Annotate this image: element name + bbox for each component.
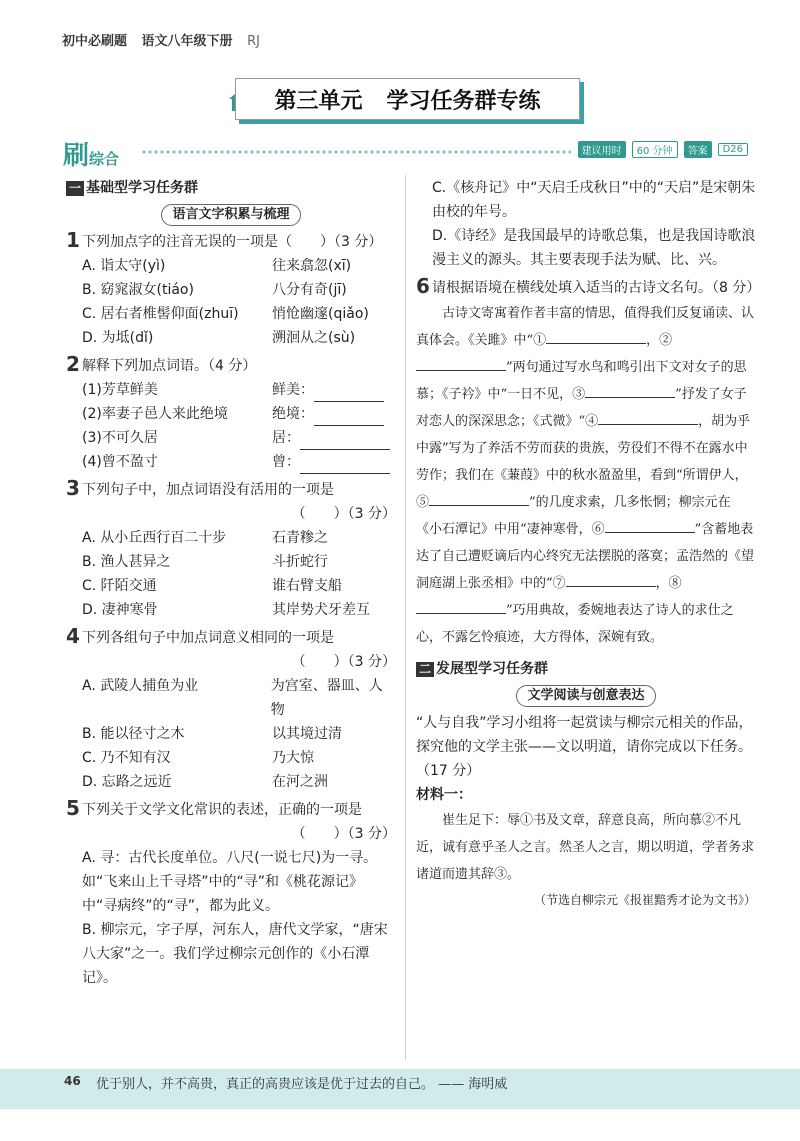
subject-name: 语文八年级下册 [141,34,233,49]
unit-number: 第三单元 [274,87,363,114]
q3-option-row: B. 渔人甚异之 斗折蛇行 [82,554,328,570]
q1-option-row: B. 窈窕淑女(tiáo) 八分有奇(jī) [82,282,347,298]
material-source: （节选自柳宗元《报崔黯秀才论为文书》） [533,893,756,907]
right-column [416,176,761,912]
footer-quote: 优于别人，并不高贵，真正的高贵应该是优于过去的自己。 —— 海明威 [96,1077,508,1092]
poem-blank-7[interactable] [566,586,656,587]
subsection-heading: 语言文字积累与梳理 [66,202,396,226]
unit-title [235,78,580,120]
page-footer [0,1069,800,1109]
time-label: 建议用时 [578,141,626,158]
q5-score: （ ）（3 分） [291,826,396,842]
answer-blank[interactable] [300,426,390,450]
q5-option-a: A. 寻：古代长度单位。八尺(一说七尺)为一寻。如“飞来山上千寻塔”中的“寻”和《桃花源记》中“寻病终”的“寻”，都为此义。 [82,850,378,914]
material-label: 材料一： [416,787,472,803]
poem-blank-1[interactable] [546,343,606,344]
task-intro: “人与自我”学习小组将一起赏读与柳宗元相关的作品，探究他的文学主张——文以明道，请你完成以下任务。（17 分） [416,715,753,779]
question-4: 4 下列各组句子中加点词意义相同的一项是 [66,624,334,648]
q3-option-row: C. 阡陌交通 谁右臂支船 [82,578,342,594]
answer-blank[interactable] [314,402,384,426]
answer-label: 答案 [684,141,712,158]
q1-option-row: C. 居右者椎髻仰面(zhuī) 悄怆幽邃(qiǎo) [82,306,369,322]
poem-blank-2[interactable] [416,370,506,371]
poem-blank-3[interactable] [585,397,675,398]
q2-item: (3)不可久居 居： [66,426,396,450]
q3-score: （ ）（3 分） [291,506,396,522]
q5-option-b: B. 柳宗元，字子厚，河东人，唐代文学家，“唐宋八大家”之一。我们学过柳宗元创作的《小石潭记》。 [82,922,388,986]
question-2: 2 解释下列加点词语。（4 分） [66,352,257,376]
material-text: 崔生足下：辱①书及文章，辞意良高，所向慕②不凡近，诚有意乎圣人之言。然圣人之言，期以明道，学者务求诸道而遗其辞③。 [416,813,755,882]
q1-option-row: D. 为坻(dǐ) 溯洄从之(sù) [82,330,356,346]
q4-option-row: D. 忘路之远近 在河之洲 [82,774,328,790]
question-1: 1 下列加点字的注音无误的一项是（ ）（3 分） [66,228,383,252]
q2-item: (2)率妻子邑人来此绝境 绝境： [66,402,396,426]
section-heading-development: 二 发展型学习任务群 [416,657,756,681]
time-badges [578,141,748,158]
poem-blank-5[interactable] [429,505,529,506]
page-number: 46 [64,1074,81,1088]
q4-score: （ ）（3 分） [291,654,396,670]
running-header [62,30,270,49]
q4-option-row: A. 武陵人捕鱼为业 为宫室、器皿、人物 [82,678,383,718]
poem-blank-6[interactable] [605,532,695,533]
section-banner [63,135,748,171]
question-6: 6 请根据语境在横线处填入适当的古诗文名句。（8 分） [416,274,761,298]
q4-option-row: B. 能以径寸之木 以其境过清 [82,726,342,742]
q4-option-row: C. 乃不知有汉 乃大惊 [82,750,314,766]
q3-option-row: A. 从小丘西行百二十步 石青糁之 [82,530,328,546]
time-value: 60 分钟 [632,141,678,158]
unit-name: 学习任务群专练 [386,87,541,114]
subsection-heading: 文学阅读与创意表达 [416,683,756,707]
q5-option-d: D.《诗经》是我国最早的诗歌总集，也是我国诗歌浪漫主义的源头。其主要表现手法为赋、比、兴。 [432,228,756,268]
brand-logo: 刷综合 [63,141,120,171]
q2-item: (4)曾不盈寸 曾： [66,450,396,474]
question-5: 5 下列关于文学文化常识的表述，正确的一项是 [66,796,362,820]
answer-blank[interactable] [300,450,390,474]
answer-blank[interactable] [314,378,384,402]
poem-blank-4[interactable] [598,424,698,425]
q5-option-c: C.《核舟记》中“天启壬戌秋日”中的“天启”是宋朝朱由校的年号。 [432,180,756,220]
q1-option-row: A. 诣太守(yì) 往来翕忽(xī) [82,258,352,274]
q6-passage: 古诗文寄寓着作者丰富的情思，值得我们反复诵读、认真体会。《关雎》中“① ，②”两句通过写水鸟和鸣引出下文对女子的思慕；《子衿》中“一日不见，③ ”抒发了女子对恋人的深深思念；《式微》“④ ，胡为乎中露”写为了养活不劳而获的贵族，劳役们不得不在露水中劳作；我们在《蒹葭》中的秋水盈盈里，看到“所谓伊人，⑤ ”的几度求索，几多怅惘；柳宗元在《小石潭记》中用“凄神寒骨，⑥ ”含蓄地表达了自己遭贬谪后内心终究无法摆脱的落寞；孟浩然的《望洞庭湖上张丞相》中的“⑦ ，⑧”巧用典故，委婉地表达了诗人的求仕之心，不露乞怜痕迹，大方得体，深婉有致。 [416,306,755,645]
answer-page: D26 [718,143,748,156]
book-name: 初中必刷题 [62,34,128,49]
left-column [66,176,396,990]
poem-blank-8[interactable] [416,613,506,614]
edition-tag: RJ [247,34,260,49]
q3-option-row: D. 凄神寒骨 其岸势犬牙差互 [82,602,370,618]
column-divider [405,175,406,1060]
section-heading-basic: 一 基础型学习任务群 [66,176,396,200]
dotted-divider [141,150,571,154]
question-3: 3 下列句子中，加点词语没有活用的一项是 [66,476,334,500]
q2-item: (1)芳草鲜美 鲜美： [66,378,396,402]
